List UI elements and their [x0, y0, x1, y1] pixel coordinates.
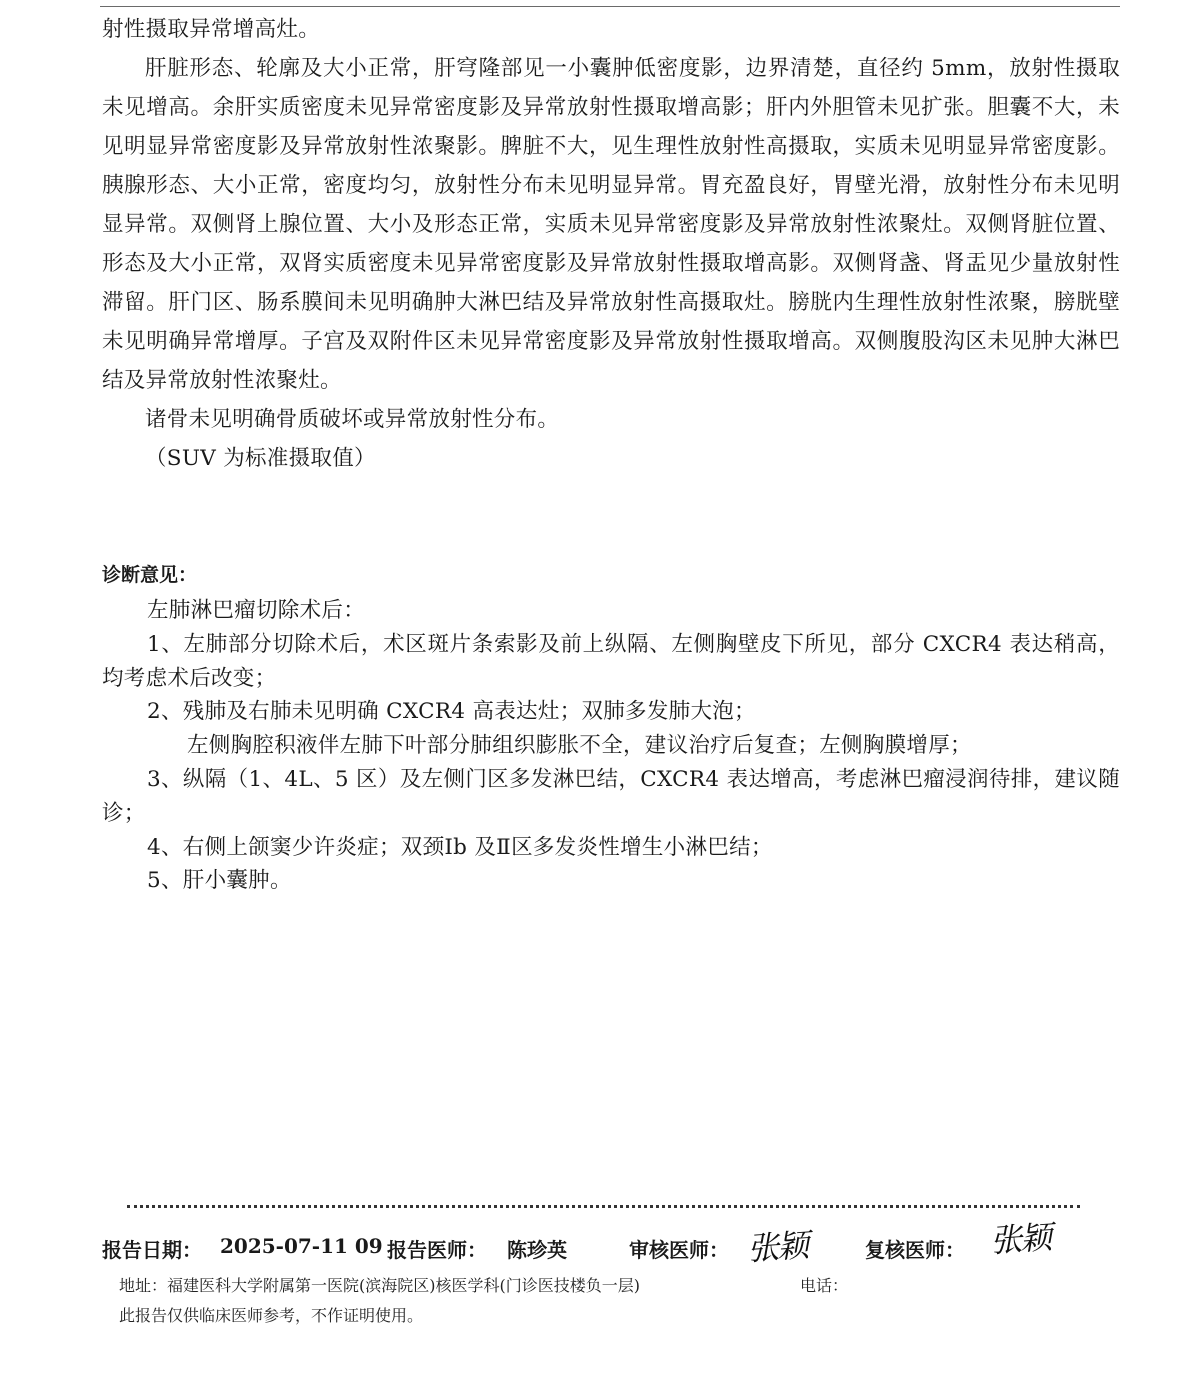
top-divider: [100, 6, 1120, 7]
diagnosis-item: 4、右侧上颌窦少许炎症；双颈Ⅰb 及Ⅱ区多发炎性增生小淋巴结；: [147, 834, 773, 860]
diagnosis-intro: 左肺淋巴瘤切除术后：: [147, 598, 366, 623]
reporter-name: 陈珍英: [507, 1238, 567, 1262]
rechecker-signature: 张颖: [988, 1217, 1052, 1261]
reviewer-signature: 张颖: [745, 1225, 809, 1269]
diagnosis-title: 诊断意见：: [102, 564, 198, 586]
rechecker-label: 复核医师：: [865, 1238, 965, 1262]
diagnosis-item: 2、残肺及右肺未见明确 CXCR4 高表达灶；双肺多发肺大泡；: [147, 699, 756, 725]
diagnosis-item: 左侧胸腔积液伴左肺下叶部分肺组织膨胀不全，建议治疗后复查；左侧胸膜增厚；: [187, 733, 972, 759]
findings-paragraph: （SUV 为标准摄取值）: [145, 446, 376, 471]
disclaimer: 此报告仅供临床医师参考，不作证明使用。: [119, 1306, 424, 1325]
findings-section: [102, 10, 1120, 478]
reporter-label: 报告医师：: [387, 1238, 487, 1262]
findings-paragraph: 诸骨未见明确骨质破坏或异常放射性分布。: [145, 407, 560, 432]
findings-paragraph: 肝脏形态、轮廓及大小正常，肝穹隆部见一小囊肿低密度影，边界清楚，直径约 5mm，放射性摄取未见增高。余肝实质密度未见异常密度影及异常放射性摄取增高影；肝内外胆管未见扩张。胆囊不大，未见明显异常密度影及异常放射性浓聚影。脾脏不大，见生理性放射性高摄取，实质未见明显异常密度影。胰腺形态、大小正常，密度均匀，放射性分布未见明显异常。胃充盈良好，胃壁光滑，放射性分布未见明显异常。双侧肾上腺位置、大小及形态正常，实质未见异常密度影及异常放射性浓聚灶。双侧肾脏位置、形态及大小正常，双肾实质密度未见异常密度影及异常放射性摄取增高影。双侧肾盏、肾盂见少量放射性滞留。肝门区、肠系膜间未见明确肿大淋巴结及异常放射性高摄取灶。膀胱内生理性放射性浓聚，膀胱壁未见明确异常增厚。子宫及双附件区未见异常密度影及异常放射性摄取增高。双侧腹股沟区未见肿大淋巴结及异常放射性浓聚灶。: [102, 56, 1120, 393]
reviewer-label: 审核医师：: [629, 1238, 729, 1262]
report-date-label: 报告日期：: [102, 1238, 202, 1262]
footer-divider: [127, 1205, 1080, 1208]
report-date: 2025-07-11 09: [220, 1234, 383, 1258]
diagnosis-item: 1、左肺部分切除术后，术区斑片条索影及前上纵隔、左侧胸壁皮下所见，部分 CXCR4 表达稍高，均考虑术后改变；: [102, 631, 1120, 691]
findings-paragraph: 射性摄取异常增高灶。: [102, 17, 321, 42]
phone-label: 电话：: [800, 1276, 849, 1295]
diagnosis-item: 5、肝小囊肿。: [147, 868, 292, 894]
report-signoff: [102, 1217, 1102, 1269]
diagnosis-item: 3、纵隔（1、4L、5 区）及左侧门区多发淋巴结，CXCR4 表达增高，考虑淋巴瘤浸润待排，建议随诊；: [102, 766, 1120, 826]
hospital-address: 地址：福建医科大学附属第一医院(滨海院区)核医学科(门诊医技楼负一层): [119, 1276, 640, 1295]
diagnosis-section: [102, 594, 1120, 898]
